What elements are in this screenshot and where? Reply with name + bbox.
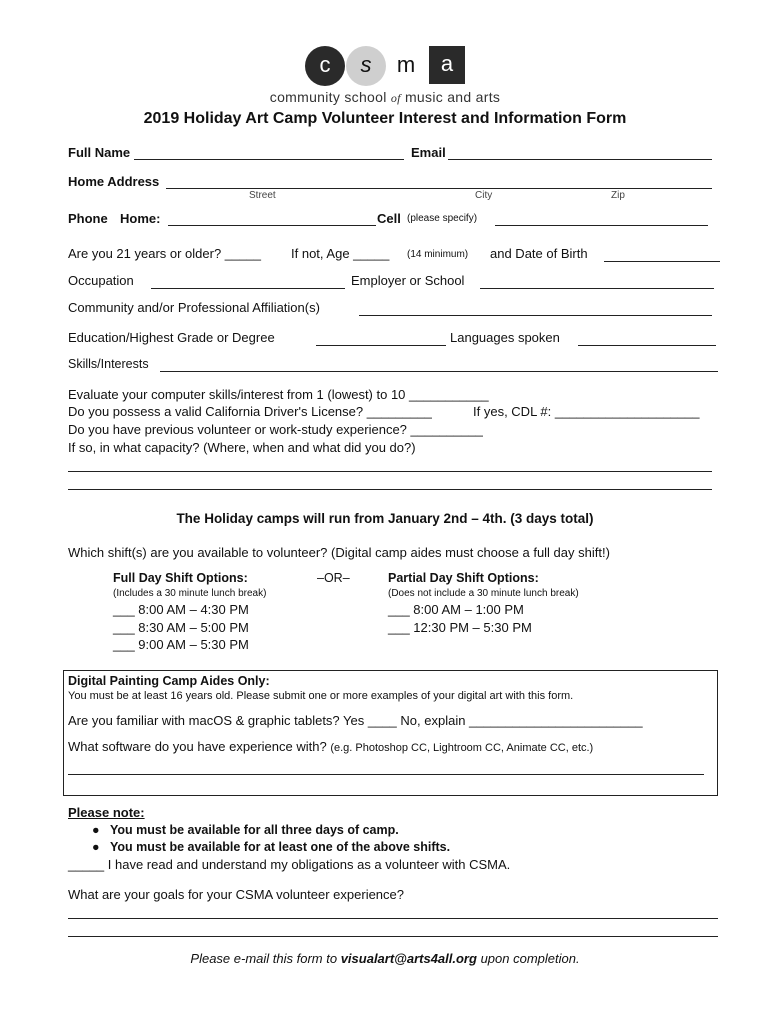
footer-email-link[interactable]: visualart@arts4all.org	[340, 951, 477, 966]
note-bullet-2: ● You must be available for at least one of the above shifts.	[92, 840, 451, 854]
logo-m: m	[386, 46, 426, 86]
phone-label: Phone	[68, 211, 108, 226]
occupation-field[interactable]	[151, 288, 345, 289]
please-specify: (please specify)	[407, 213, 478, 224]
logo-c: c	[305, 46, 345, 86]
full-day-label: Full Day Shift Options:	[113, 571, 248, 585]
age-minimum: (14 minimum)	[407, 249, 469, 260]
please-note-title: Please note:	[68, 805, 145, 820]
goals-line-1[interactable]	[68, 918, 718, 919]
footer-instruction: Please e-mail this form to visualart@arts4all.org upon completion.	[190, 951, 580, 966]
home-phone-field[interactable]	[168, 225, 376, 226]
logo-tagline: community school of music and arts	[269, 89, 501, 105]
street-caption: Street	[249, 190, 276, 201]
skills-label: Skills/Interests	[68, 357, 149, 371]
affiliation-field[interactable]	[359, 315, 712, 316]
computer-skills-question: Evaluate your computer skills/interest from 1 (lowest) to 10 ___________	[68, 387, 489, 402]
digital-aides-box	[63, 670, 718, 796]
dob-label: and Date of Birth	[490, 246, 588, 261]
logo-s: s	[346, 46, 386, 86]
digital-aides-note: You must be at least 16 years old. Please submit one or more examples of your digital art with this form.	[68, 690, 574, 702]
full-day-option-3[interactable]: ___ 9:00 AM – 5:30 PM	[113, 637, 249, 652]
city-caption: City	[475, 190, 493, 201]
partial-day-option-2[interactable]: ___ 12:30 PM – 5:30 PM	[388, 620, 532, 635]
full-name-label: Full Name	[68, 145, 131, 160]
home-phone-label: Home:	[120, 211, 161, 226]
camp-dates-heading: The Holiday camps will run from January 2nd – 4th. (3 days total)	[176, 511, 594, 526]
education-field[interactable]	[316, 345, 446, 346]
capacity-line-1[interactable]	[68, 471, 712, 472]
read-acknowledgement[interactable]: _____ I have read and understand my obligations as a volunteer with CSMA.	[68, 857, 511, 872]
capacity-line-2[interactable]	[68, 489, 712, 490]
partial-day-option-1[interactable]: ___ 8:00 AM – 1:00 PM	[388, 602, 524, 617]
education-label: Education/Highest Grade or Degree	[68, 330, 275, 345]
partial-day-note: (Does not include a 30 minute lunch break)	[388, 588, 579, 599]
employer-field[interactable]	[480, 288, 714, 289]
if-not-age: If not, Age _____	[291, 246, 390, 261]
goals-question: What are your goals for your CSMA volunteer experience?	[68, 887, 405, 902]
capacity-question: If so, in what capacity? (Where, when and what did you do?)	[68, 440, 416, 455]
skills-field[interactable]	[160, 371, 718, 372]
shift-question: Which shift(s) are you available to volunteer? (Digital camp aides must choose a full day shift!)	[68, 545, 610, 560]
partial-day-label: Partial Day Shift Options:	[388, 571, 539, 585]
email-label: Email	[411, 145, 446, 160]
full-day-option-2[interactable]: ___ 8:30 AM – 5:00 PM	[113, 620, 249, 635]
affiliation-label: Community and/or Professional Affiliation(s)	[68, 300, 320, 315]
languages-label: Languages spoken	[450, 330, 560, 345]
macos-question: Are you familiar with macOS & graphic tablets? Yes ____ No, explain ________________________	[68, 713, 643, 728]
full-day-option-1[interactable]: ___ 8:00 AM – 4:30 PM	[113, 602, 249, 617]
home-address-field[interactable]	[166, 188, 712, 189]
license-question: Do you possess a valid California Driver's License? _________	[68, 404, 432, 419]
email-field[interactable]	[448, 159, 712, 160]
full-name-field[interactable]	[134, 159, 404, 160]
software-question: What software do you have experience with? (e.g. Photoshop CC, Lightroom CC, Animate CC, etc.)	[68, 739, 594, 754]
page-title: 2019 Holiday Art Camp Volunteer Interest and Information Form	[143, 110, 627, 127]
digital-aides-title: Digital Painting Camp Aides Only:	[68, 674, 270, 688]
dob-field[interactable]	[604, 261, 720, 262]
cdl-question: If yes, CDL #: ____________________	[473, 404, 700, 419]
software-line[interactable]	[68, 774, 704, 775]
full-day-note: (Includes a 30 minute lunch break)	[113, 588, 267, 599]
age-question: Are you 21 years or older? _____	[68, 246, 261, 261]
previous-experience-question: Do you have previous volunteer or work-study experience? __________	[68, 422, 483, 437]
logo-a: a	[429, 46, 465, 84]
cell-field[interactable]	[495, 225, 708, 226]
occupation-label: Occupation	[68, 273, 134, 288]
zip-caption: Zip	[611, 190, 625, 201]
employer-label: Employer or School	[351, 273, 465, 288]
goals-line-2[interactable]	[68, 936, 718, 937]
note-bullet-1: ● You must be available for all three days of camp.	[92, 823, 399, 837]
languages-field[interactable]	[578, 345, 716, 346]
home-address-label: Home Address	[68, 174, 160, 189]
or-separator: –OR–	[317, 571, 350, 585]
cell-label: Cell	[377, 211, 401, 226]
